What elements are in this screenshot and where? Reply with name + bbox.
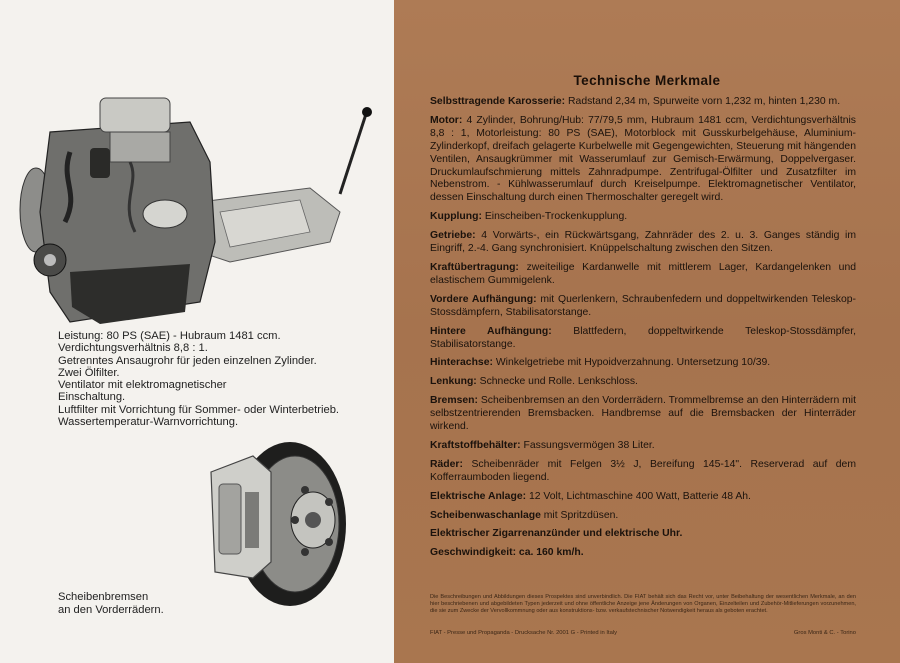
imprint [430,630,856,636]
spec-label: Räder: [430,458,463,470]
spec-item [430,440,856,453]
spec-text: Scheibenbremsen an den Vorderrädern. Trommelbremse an den Hinterrädern mit selbstzentrierenden Bremsbacken. Handbremse auf die Bremsbacken der Hinterräder wirkend. [430,395,856,433]
spec-item [430,395,856,434]
page-title: Technische Merkmale [573,73,721,88]
caption-line: Getrenntes Ansaugrohr für jeden einzelnen Zylinder. [58,354,317,367]
spec-item [430,459,856,485]
brake-photo [205,432,353,610]
spec-text: 4 Vorwärts-, ein Rückwärtsgang, Zahnräder des 2. u. 3. Ganges ständig im Eingriff, 2.-4. Gang synchronisiert. Knüppelschaltung zwischen den Sitzen. [430,230,856,255]
spec-label: Elektrische Anlage: [430,490,527,502]
spec-label: Lenkung: [430,376,477,388]
spec-text: Schnecke und Rolle. Lenkschloss. [479,376,638,388]
engine-photo [10,92,382,330]
spec-label: Hinterachse: [430,357,493,369]
spec-text: Blattfedern, doppeltwirkende Teleskop-Stossdämpfer, Stabilisatorstange. [430,325,856,350]
spec-label: Geschwindigkeit: ca. 160 km/h. [430,547,584,559]
spec-text: Winkelgetriebe mit Hypoidverzahnung. Untersetzung 10/39. [495,357,771,369]
caption-line: Verdichtungsverhältnis 8,8 : 1. [58,342,208,355]
spec-item [430,547,856,560]
imprint-left: FIAT - Presse und Propaganda - Drucksache Nr. 2001 G - Printed in Italy [430,630,617,636]
engine-caption [58,330,388,428]
spec-item [430,491,856,504]
caption-line: Ventilator mit elektromagnetischer [58,379,227,392]
spec-item [430,96,856,109]
spec-item [430,326,856,352]
caption-line: Zwei Ölfilter. [58,366,120,379]
spec-item [430,510,856,523]
spec-label: Vordere Aufhängung: [430,293,537,305]
spec-list [430,96,856,566]
spec-item [430,528,856,541]
spec-label: Kraftübertragung: [430,261,519,273]
spec-text: mit Querlenkern, Schraubenfedern und doppeltwirkenden Teleskop-Stossdämpfern, Stabilisatorstange. [430,293,857,318]
spec-item [430,262,856,288]
spec-text: Scheibenräder mit Felgen 3½ J, Bereifung 145-14". Reserverad auf dem Kofferraumboden liegend. [430,458,856,483]
spec-label: Scheibenwaschanlage [430,509,541,521]
spec-text: 4 Zylinder, Bohrung/Hub: 77/79,5 mm, Hubraum 1481 ccm, Verdichtungsverhältnis 8,8 : 1, Motorleistung: 80 PS (SAE), Motorblock mit Gusskurbelgehäuse, Aluminium-Zylinderkopf, dreifach gelagerte Kurbelwelle mit Gegengewichten, Steuerung mit hängenden Ventilen, Ansaugkrümmer mit Wasserumlauf zur Gemisch-Erwärmung, Doppelvergaser. Druckumlaufschmierung mittels Zahnradpumpe. Zentrifugal-Ölfilter und Zusatzfilter im Nebenstrom. - Kühlwasserumlauf durch Kreiselpumpe. Elektromagnetischer Ventilator, dessen Einschaltung durch einen Thermoschalter geregelt wird. [430,114,856,204]
caption-line: Wassertemperatur-Warnvorrichtung. [58,416,239,429]
caption-line: Einschaltung. [58,391,126,404]
spec-label: Selbsttragende Karosserie: [430,96,566,107]
spec-text: Einscheiben-Trockenkupplung. [484,211,628,223]
caption-line: an den Vorderrädern. [58,603,164,616]
spec-label: Kupplung: [430,211,482,223]
spec-text: 12 Volt, Lichtmaschine 400 Watt, Batterie 48 Ah. [528,490,751,502]
spec-label: Bremsen: [430,395,478,407]
brake-caption [58,591,258,616]
caption-line: Scheibenbremsen [58,591,149,603]
spec-label: Getriebe: [430,230,476,242]
spec-item [430,294,856,320]
spec-text: Radstand 2,34 m, Spurweite vorn 1,232 m, hinten 1,230 m. [568,96,841,107]
spec-label: Kraftstoffbehälter: [430,439,521,451]
spec-item [430,115,856,205]
spec-text: zweiteilige Kardanwelle mit mittlerem Lager, Kardangelenken und elastischem Gummigelenk. [430,261,857,286]
spec-item [430,376,856,389]
spec-text: mit Spritzdüsen. [543,509,619,521]
disclaimer: Die Beschreibungen und Abbildungen dieses Prospektes sind unverbindlich. Die FIAT behält sich das Recht vor, unter Beibehaltung der wesentlichen Merkmale, an den hier beschriebenen und abgebildeten Typen jederzeit und ohne öffentliche Anzeige jene Änderungen von Organen, Einzelteilen und Zubehör-Mitlieferungen vorzunehmen, die sie zum Zwecke der Vervollkommnung oder aus konstruktions- bzw. verkaufstechnischer Notwendigkeit heraus als geboten erachtet. [430,594,856,614]
spec-item [430,357,856,370]
spec-label: Elektrischer Zigarrenanzünder und elektrische Uhr. [430,528,683,540]
left-page [0,0,394,663]
imprint-right: Gros Monti & C. - Torino [793,630,856,636]
spec-text: Fassungsvermögen 38 Liter. [523,439,655,451]
caption-line: Leistung: 80 PS (SAE) - Hubraum 1481 ccm. [58,330,281,342]
spec-item [430,230,856,256]
spec-label: Hintere Aufhängung: [430,325,552,337]
spec-label: Motor: [430,114,463,126]
caption-line: Luftfilter mit Vorrichtung für Sommer- oder Winterbetrieb. [58,403,340,416]
spec-item [430,211,856,224]
